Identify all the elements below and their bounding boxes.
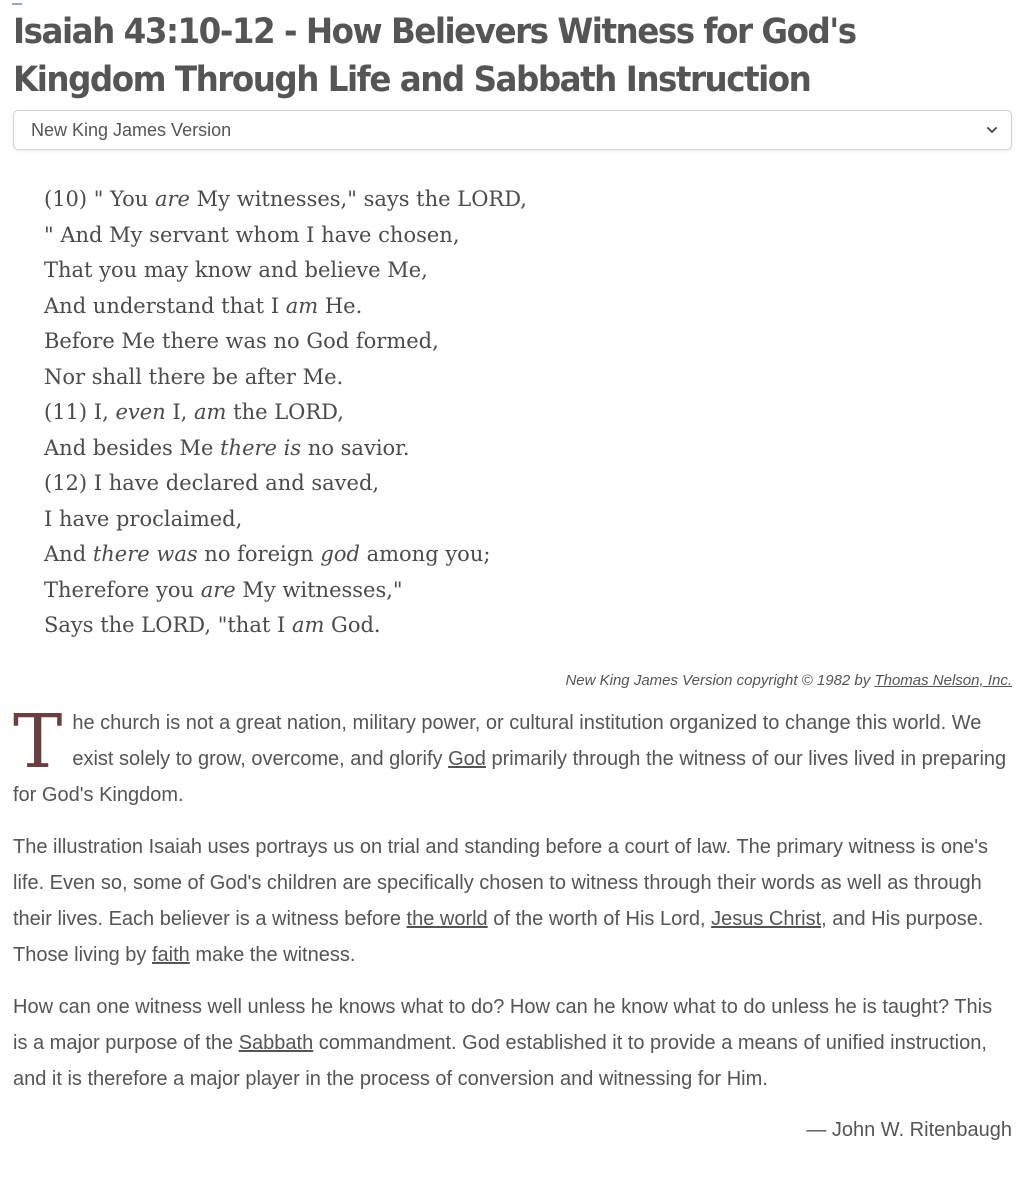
body-paragraph-1 [13,698,1012,813]
version-select[interactable] [13,110,1012,150]
verse-italic-text: are [155,187,190,211]
verse-italic-text: there is [220,435,302,460]
topic-link-faith[interactable]: faith [151,943,190,966]
body-paragraph-2 [13,829,1012,973]
publisher-link[interactable]: Thomas Nelson, Inc. [874,671,1012,689]
drop-cap: T [13,698,63,785]
verse-text: no savior. [301,435,410,460]
topic-link-jesus-christ[interactable]: Jesus Christ [711,907,822,930]
paragraph-text: make the witness. [189,943,356,966]
verse-text: That you may know and believe Me, [44,258,428,282]
verse-italic-text: god [320,542,360,566]
scripture-line [44,537,1012,573]
scripture-line [44,182,1012,218]
verse-text: My witnesses," says the LORD, [190,187,527,211]
verse-text: I, [165,400,195,424]
paragraph-text: commandment. God established it to provide a means of unified instruction, and it is therefore a major player in the process of conversion and witnessing for Him. [13,1031,987,1090]
paragraph-text: The illustration Isaiah uses portrays us on trial and standing before a court of law. The primary witness is one's life. Even so, some of God's children are specifically chosen to witness through their words as well as through their lives. Each believer is a witness before [13,835,989,930]
scripture-line [44,573,1012,609]
paragraph-text: primarily through the witness of our lives lived in preparing for God's Kingdom. [13,747,1007,806]
verse-italic-text: even [115,400,166,424]
paragraph-text: How can one witness well unless he knows what to do? How can he know what to do unless he is taught? This is a major purpose of the [13,995,993,1054]
verse-text: And understand that I [44,293,286,318]
verse-text: Nor shall there be after Me. [44,364,344,389]
verse-text: I have proclaimed, [44,506,243,531]
author-attribution: — John W. Ritenbaugh [806,1118,1012,1141]
verse-text: " And My servant whom I have chosen, [44,222,460,247]
scripture-line [44,395,1012,431]
verse-text: God. [324,613,381,637]
scripture-line [44,253,1012,289]
verse-text: Therefore you [44,577,201,602]
verse-text: My witnesses," [235,577,403,602]
verse-text: And [44,542,93,566]
scripture-line [44,218,1012,254]
verse-italic-text: am [291,613,325,637]
scripture-line [44,466,1012,502]
paragraph-text: , and His purpose. Those living by [13,907,984,966]
verse-italic-text: there was [92,542,198,566]
verse-text: (10) " You [44,187,155,211]
version-select-value: New King James Version [31,119,232,140]
topic-link-the-world[interactable]: the world [406,907,488,930]
scripture-line [44,502,1012,538]
verse-text: Before Me there was no God formed, [44,329,439,353]
verse-italic-text: am [285,293,319,318]
verse-text: the LORD, [226,400,344,424]
verse-text: Says the LORD, "that I [44,613,292,637]
page-title: Isaiah 43:10-12 - How Believers Witness for God's Kingdom Through Life and Sabbath Instruction [13,12,856,100]
verse-text: no foreign [197,542,321,566]
scripture-line [44,360,1012,396]
scripture-line [44,608,1012,644]
scripture-passage [44,182,1012,644]
topic-link-god[interactable]: God [448,747,486,770]
scripture-line [44,289,1012,325]
verse-text: He. [318,293,363,318]
paragraph-text: he church is not a great nation, military power, or cultural institution organized to change this world. We exist solely to grow, overcome, and glorify [72,711,982,770]
body-paragraph-3 [13,989,1012,1097]
top-accent-mark [12,3,22,5]
verse-italic-text: are [200,577,236,602]
copyright-notice [13,672,1012,689]
verse-text: among you; [359,542,491,566]
verse-italic-text: am [194,400,227,424]
copyright-text: New King James Version copyright © 1982 by [565,671,875,689]
verse-text: (12) I have declared and saved, [44,471,380,495]
chevron-down-icon [985,123,999,137]
scripture-line [44,431,1012,467]
verse-text: And besides Me [44,435,221,460]
topic-link-sabbath[interactable]: Sabbath [238,1031,314,1054]
scripture-line [44,324,1012,360]
verse-text: (11) I, [44,400,116,424]
paragraph-text: of the worth of His Lord, [487,907,712,930]
